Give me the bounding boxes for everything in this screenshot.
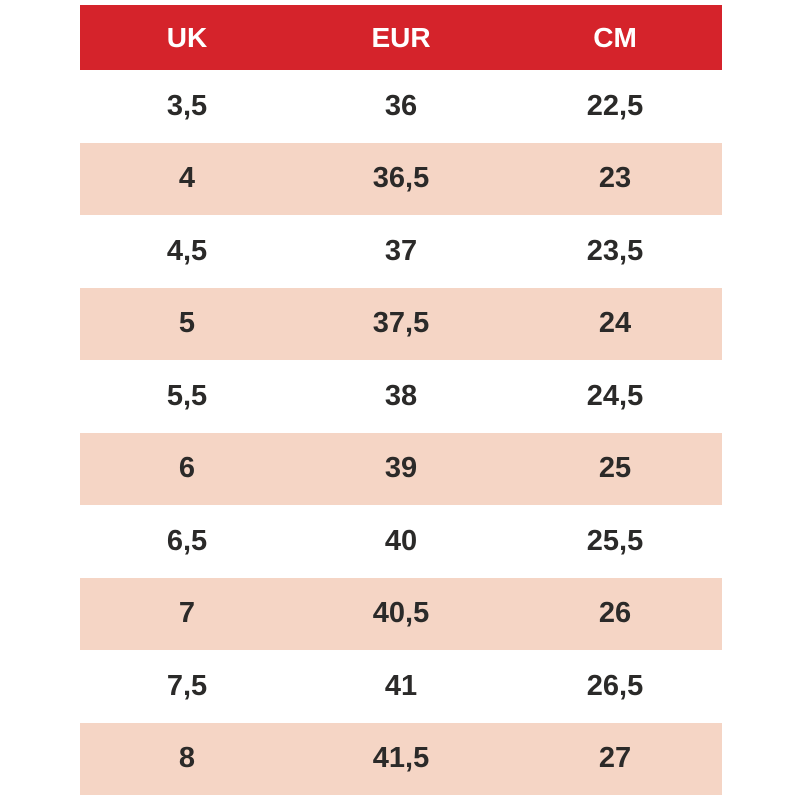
- size-conversion-table: [80, 5, 722, 795]
- table-cell-eur: 36: [384, 89, 418, 122]
- table-cell-uk: 5: [178, 307, 196, 340]
- table-cell-uk: 3,5: [166, 89, 208, 122]
- header-row: [80, 5, 722, 70]
- table-cell-uk: 6,5: [166, 524, 208, 557]
- table-body: [80, 70, 722, 795]
- table-cell-eur: 41: [384, 669, 418, 702]
- table-row: [80, 360, 722, 433]
- table-cell-cm: 26: [598, 597, 632, 630]
- column-header-eur: EUR: [294, 5, 508, 70]
- table-cell-eur: 36,5: [372, 162, 430, 195]
- table-row: [80, 143, 722, 216]
- table-cell-eur: 39: [384, 452, 418, 485]
- table-cell-cm: 25: [598, 452, 632, 485]
- table-cell-uk: 4: [178, 162, 196, 195]
- table-cell-uk: 8: [178, 742, 196, 775]
- column-header-uk: UK: [80, 5, 294, 70]
- table-cell-uk: 7,5: [166, 669, 208, 702]
- table-cell-cm: 24,5: [586, 379, 644, 412]
- table-cell-cm: 26,5: [586, 669, 644, 702]
- column-header-cm: CM: [508, 5, 722, 70]
- table-cell-uk: 6: [178, 452, 196, 485]
- table-cell-eur: 38: [384, 379, 418, 412]
- table-cell-cm: 27: [598, 742, 632, 775]
- table-row: [80, 505, 722, 578]
- table-header: [80, 5, 722, 70]
- table-cell-cm: 25,5: [586, 524, 644, 557]
- table-row: [80, 288, 722, 361]
- table-cell-cm: 24: [598, 307, 632, 340]
- table-cell-eur: 40,5: [372, 597, 430, 630]
- table-cell-uk: 5,5: [166, 379, 208, 412]
- table-cell-eur: 37: [384, 234, 418, 267]
- table-row: [80, 215, 722, 288]
- table-cell-cm: 23,5: [586, 234, 644, 267]
- table-cell-eur: 40: [384, 524, 418, 557]
- table-cell-eur: 41,5: [372, 742, 430, 775]
- table-row: [80, 650, 722, 723]
- table-row: [80, 578, 722, 651]
- table-row: [80, 433, 722, 506]
- table-row: [80, 723, 722, 796]
- table-row: [80, 70, 722, 143]
- table-cell-eur: 37,5: [372, 307, 430, 340]
- table-cell-uk: 4,5: [166, 234, 208, 267]
- table-cell-cm: 23: [598, 162, 632, 195]
- table-cell-cm: 22,5: [586, 89, 644, 122]
- table-cell-uk: 7: [178, 597, 196, 630]
